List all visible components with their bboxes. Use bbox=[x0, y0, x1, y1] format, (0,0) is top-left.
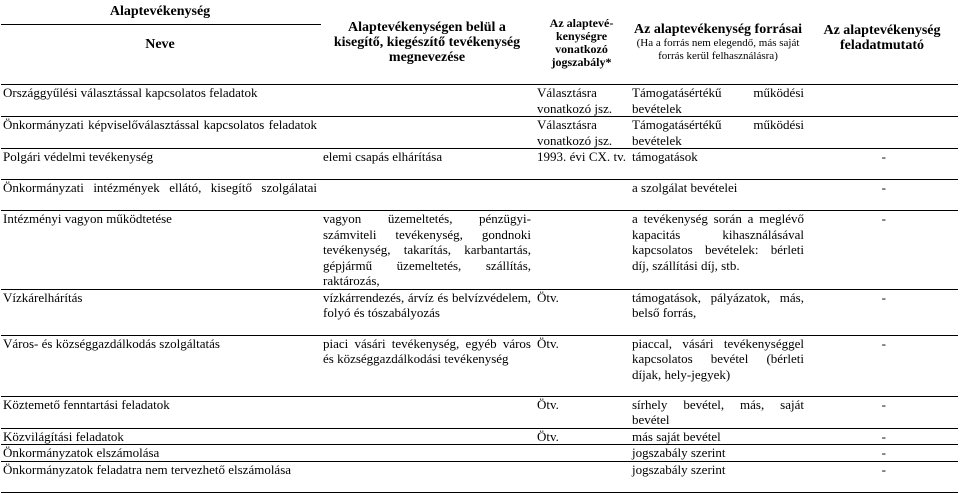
row-indicator: - bbox=[808, 445, 958, 462]
row-name: Polgári védelmi tevékenység bbox=[1, 149, 321, 180]
table-row bbox=[1, 289, 958, 335]
row-sub bbox=[321, 461, 535, 492]
table-row bbox=[1, 335, 958, 396]
row-sub: piaci vásári tevékenység, egyéb város és községgazdálkodási tevékenység bbox=[321, 335, 535, 396]
table-row bbox=[1, 117, 958, 149]
row-indicator: - bbox=[808, 335, 958, 396]
row-name: Országgyűlési választással kapcsolatos feladatok bbox=[1, 85, 321, 117]
row-indicator: - bbox=[808, 289, 958, 335]
row-law: Ötv. bbox=[535, 335, 630, 396]
row-indicator: - bbox=[808, 180, 958, 211]
row-sub bbox=[321, 85, 535, 117]
table-row bbox=[1, 445, 958, 462]
table-row bbox=[1, 211, 958, 290]
row-sub: vagyon üzemeltetés, pénzügyi-számviteli tevékenység, gondnoki tevékenység, takarítás, karbantartás, gépjármű üzemeltetés, szállítás, raktározás, bbox=[321, 211, 535, 290]
row-law bbox=[535, 180, 630, 211]
header-law: Az alaptevé-kenységre vonatkozó jogszabály* bbox=[535, 1, 630, 85]
header-indicator: Az alaptevékenység feladatmutató bbox=[808, 1, 958, 85]
row-law bbox=[535, 445, 630, 462]
table-row bbox=[1, 180, 958, 211]
header-subactivity: Alaptevékenységen belül a kisegítő, kiegészítő tevékenység megnevezése bbox=[321, 1, 535, 85]
row-name: Önkormányzatok feladatra nem tervezhető elszámolása bbox=[1, 461, 321, 492]
row-sub bbox=[321, 445, 535, 462]
row-law bbox=[535, 461, 630, 492]
row-name: Köztemető fenntartási feladatok bbox=[1, 396, 321, 428]
row-sub: vízkárrendezés, árvíz és belvízvédelem, folyó és tószabályozás bbox=[321, 289, 535, 335]
row-source: piaccal, vásári tevékenységgel kapcsolatos bevétel (bérleti díjak, hely-jegyek) bbox=[630, 335, 808, 396]
row-source: sírhely bevétel, más, saját bevétel bbox=[630, 396, 808, 428]
row-name: Önkormányzati intézmények ellátó, kisegítő szolgálatai bbox=[1, 180, 321, 211]
activity-table bbox=[1, 1, 958, 493]
row-sub bbox=[321, 396, 535, 428]
row-indicator: - bbox=[808, 211, 958, 290]
table-row bbox=[1, 428, 958, 445]
row-sub: elemi csapás elhárítása bbox=[321, 149, 535, 180]
row-name: Intézményi vagyon működtetése bbox=[1, 211, 321, 290]
row-indicator bbox=[808, 85, 958, 117]
row-law: Ötv. bbox=[535, 396, 630, 428]
header-source bbox=[630, 1, 808, 85]
table-row bbox=[1, 396, 958, 428]
row-source: Támogatásértékű működési bevételek bbox=[630, 117, 808, 149]
row-law: Választásra vonatkozó jsz. bbox=[535, 117, 630, 149]
row-source: a tevékenység során a meglévő kapacitás kihasználásával kapcsolatos bevételek: bérleti díj, szállítási díj, stb. bbox=[630, 211, 808, 290]
row-indicator: - bbox=[808, 461, 958, 492]
row-source: jogszabály szerint bbox=[630, 461, 808, 492]
row-indicator: - bbox=[808, 428, 958, 445]
header-source-note: (Ha a forrás nem elegendő, más saját forrás kerül felhasználásra) bbox=[636, 37, 800, 62]
row-law bbox=[535, 211, 630, 290]
row-law: Ötv. bbox=[535, 289, 630, 335]
row-law: 1993. évi CX. tv. bbox=[535, 149, 630, 180]
row-indicator: - bbox=[808, 396, 958, 428]
row-name: Vízkárelhárítás bbox=[1, 289, 321, 335]
row-sub bbox=[321, 428, 535, 445]
row-source: Támogatásértékű működési bevételek bbox=[630, 85, 808, 117]
row-name: Önkormányzatok elszámolása bbox=[1, 445, 321, 462]
row-source: a szolgálat bevételei bbox=[630, 180, 808, 211]
row-law: Választásra vonatkozó jsz. bbox=[535, 85, 630, 117]
table-header-top bbox=[1, 1, 958, 25]
table-row bbox=[1, 149, 958, 180]
header-source-title: Az alaptevékenység forrásai bbox=[634, 22, 802, 37]
row-indicator: - bbox=[808, 149, 958, 180]
header-name: Neve bbox=[1, 25, 321, 85]
row-source: más saját bevétel bbox=[630, 428, 808, 445]
row-sub bbox=[321, 117, 535, 149]
row-law: Ötv. bbox=[535, 428, 630, 445]
header-activity-group: Alaptevékenység bbox=[1, 1, 321, 25]
row-source: támogatások, pályázatok, más, belső forrás, bbox=[630, 289, 808, 335]
table-row bbox=[1, 85, 958, 117]
row-indicator bbox=[808, 117, 958, 149]
row-name: Önkormányzati képviselőválasztással kapcsolatos feladatok bbox=[1, 117, 321, 149]
row-source: támogatások bbox=[630, 149, 808, 180]
row-source: jogszabály szerint bbox=[630, 445, 808, 462]
row-sub bbox=[321, 180, 535, 211]
table-row bbox=[1, 461, 958, 492]
row-name: Közvilágítási feladatok bbox=[1, 428, 321, 445]
row-name: Város- és községgazdálkodás szolgáltatás bbox=[1, 335, 321, 396]
